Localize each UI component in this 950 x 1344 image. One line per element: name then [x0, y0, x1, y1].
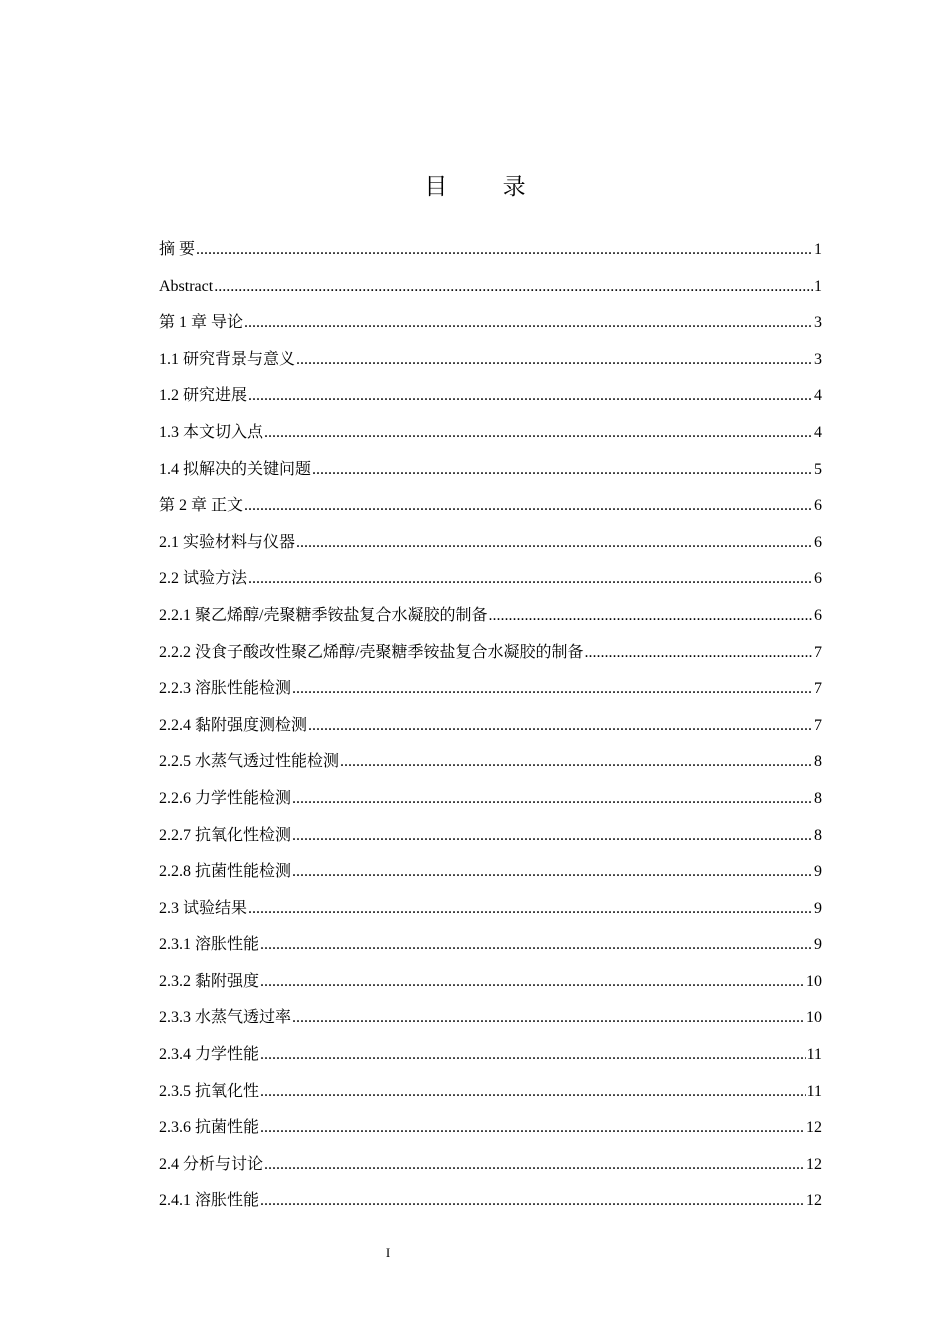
toc-dot-leader: [264, 415, 813, 451]
toc-entry-label: 2.2.6 力学性能检测: [159, 789, 292, 807]
toc-entry-label: 第 2 章 正文: [159, 497, 244, 515]
toc-dot-leader: [260, 927, 813, 963]
toc-entry-page: 10: [806, 972, 822, 990]
toc-entry-label: 2.3.1 溶胀性能: [159, 936, 260, 954]
toc-entry-label: 2.2.2 没食子酸改性聚乙烯醇/壳聚糖季铵盐复合水凝胶的制备: [159, 643, 584, 661]
toc-entry-page: 7: [814, 643, 822, 661]
toc-entry[interactable]: [159, 452, 822, 489]
toc-entry-page: 11: [806, 1046, 822, 1064]
toc-entry[interactable]: [159, 891, 822, 928]
toc-entry[interactable]: [159, 1183, 822, 1220]
toc-dot-leader: [488, 598, 813, 634]
toc-entry-label: 1.3 本文切入点: [159, 423, 264, 441]
toc-entry-page: 6: [814, 606, 822, 624]
toc-entry[interactable]: [159, 744, 822, 781]
toc-dot-leader: [260, 1074, 806, 1110]
toc-entry-page: 9: [814, 899, 822, 917]
toc-entry[interactable]: [159, 708, 822, 745]
toc-entry[interactable]: [159, 269, 822, 306]
toc-entry-label: 1.1 研究背景与意义: [159, 350, 296, 368]
toc-entry-page: 5: [814, 460, 822, 478]
toc-entry[interactable]: [159, 598, 822, 635]
toc-dot-leader: [584, 635, 813, 671]
toc-dot-leader: [260, 964, 805, 1000]
toc-dot-leader: [292, 1000, 805, 1036]
toc-entry-page: 9: [814, 863, 822, 881]
toc-dot-leader: [248, 378, 813, 414]
toc-dot-leader: [292, 671, 813, 707]
toc-entry-label: 2.3.3 水蒸气透过率: [159, 1009, 292, 1027]
toc-entry-label: 摘 要: [159, 241, 196, 258]
toc-entry-label: 1.4 拟解决的关键问题: [159, 460, 312, 478]
toc-dot-leader: [308, 708, 813, 744]
toc-dot-leader: [196, 232, 813, 268]
toc-entry-label: 2.3.2 黏附强度: [159, 972, 260, 990]
toc-entry-page: 1: [814, 277, 822, 295]
toc-entry[interactable]: [159, 488, 822, 525]
toc-entry[interactable]: [159, 305, 822, 342]
toc-entry-label: 2.4.1 溶胀性能: [159, 1192, 260, 1210]
toc-dot-leader: [244, 488, 813, 524]
toc-entry-label: 2.2.4 黏附强度测检测: [159, 716, 308, 734]
toc-entry[interactable]: [159, 1000, 822, 1037]
toc-entry-label: 2.2.7 抗氧化性检测: [159, 826, 292, 844]
toc-entry-page: 8: [814, 789, 822, 807]
toc-entry[interactable]: [159, 635, 822, 672]
toc-entry[interactable]: [159, 1147, 822, 1184]
toc-entry-label: 2.3.6 抗菌性能: [159, 1119, 260, 1137]
toc-entry-label: 2.3.4 力学性能: [159, 1046, 260, 1064]
toc-entry[interactable]: [159, 561, 822, 598]
toc-dot-leader: [292, 854, 813, 890]
toc-dot-leader: [264, 1147, 805, 1183]
page-title: 目 录: [424, 174, 550, 200]
toc-dot-leader: [248, 561, 813, 597]
toc-dot-leader: [292, 781, 813, 817]
toc-dot-leader: [260, 1110, 805, 1146]
toc-entry-page: 6: [814, 533, 822, 551]
toc-entry-label: 1.2 研究进展: [159, 387, 248, 405]
toc-entry[interactable]: [159, 1074, 822, 1111]
toc-entry-page: 10: [806, 1009, 822, 1027]
table-of-contents: [159, 232, 822, 1220]
toc-dot-leader: [248, 891, 813, 927]
toc-entry-label: 2.2.1 聚乙烯醇/壳聚糖季铵盐复合水凝胶的制备: [159, 606, 488, 624]
toc-entry-page: 12: [806, 1192, 822, 1210]
toc-entry[interactable]: [159, 781, 822, 818]
page-number: I: [385, 1245, 391, 1260]
toc-entry[interactable]: [159, 818, 822, 855]
toc-dot-leader: [340, 744, 813, 780]
toc-entry-label: 2.2.5 水蒸气透过性能检测: [159, 753, 340, 771]
toc-entry-label: 2.3.5 抗氧化性: [159, 1082, 260, 1100]
toc-entry-label: 2.1 实验材料与仪器: [159, 533, 296, 551]
toc-entry[interactable]: [159, 671, 822, 708]
toc-entry-page: 8: [814, 826, 822, 844]
toc-entry[interactable]: [159, 232, 822, 269]
toc-entry-label: 2.4 分析与讨论: [159, 1155, 264, 1173]
toc-entry-page: 3: [814, 314, 822, 332]
toc-entry-page: 8: [814, 753, 822, 771]
toc-entry-page: 11: [806, 1082, 822, 1100]
toc-entry[interactable]: [159, 415, 822, 452]
toc-entry-page: 12: [806, 1155, 822, 1173]
toc-entry-label: Abstract: [159, 277, 214, 295]
toc-entry[interactable]: [159, 854, 822, 891]
toc-dot-leader: [244, 305, 813, 341]
toc-dot-leader: [296, 342, 813, 378]
toc-entry-page: 4: [814, 423, 822, 441]
toc-entry[interactable]: [159, 378, 822, 415]
toc-entry[interactable]: [159, 964, 822, 1001]
toc-dot-leader: [312, 452, 813, 488]
toc-entry[interactable]: [159, 927, 822, 964]
toc-entry[interactable]: [159, 342, 822, 379]
toc-entry-label: 2.2 试验方法: [159, 570, 248, 588]
toc-dot-leader: [214, 269, 813, 305]
toc-entry-page: 3: [814, 350, 822, 368]
toc-entry-label: 2.2.8 抗菌性能检测: [159, 863, 292, 881]
toc-dot-leader: [260, 1183, 805, 1219]
toc-entry-label: 第 1 章 导论: [159, 314, 244, 332]
toc-dot-leader: [260, 1037, 806, 1073]
toc-entry-page: 1: [814, 241, 822, 258]
toc-entry[interactable]: [159, 525, 822, 562]
toc-entry[interactable]: [159, 1110, 822, 1147]
toc-entry-page: 7: [814, 680, 822, 698]
toc-entry-label: 2.2.3 溶胀性能检测: [159, 680, 292, 698]
toc-entry-page: 7: [814, 716, 822, 734]
toc-entry-page: 6: [814, 570, 822, 588]
toc-entry[interactable]: [159, 1037, 822, 1074]
toc-entry-label: 2.3 试验结果: [159, 899, 248, 917]
toc-entry-page: 6: [814, 497, 822, 515]
toc-entry-page: 12: [806, 1119, 822, 1137]
toc-entry-page: 4: [814, 387, 822, 405]
toc-dot-leader: [296, 525, 813, 561]
toc-entry-page: 9: [814, 936, 822, 954]
toc-dot-leader: [292, 818, 813, 854]
